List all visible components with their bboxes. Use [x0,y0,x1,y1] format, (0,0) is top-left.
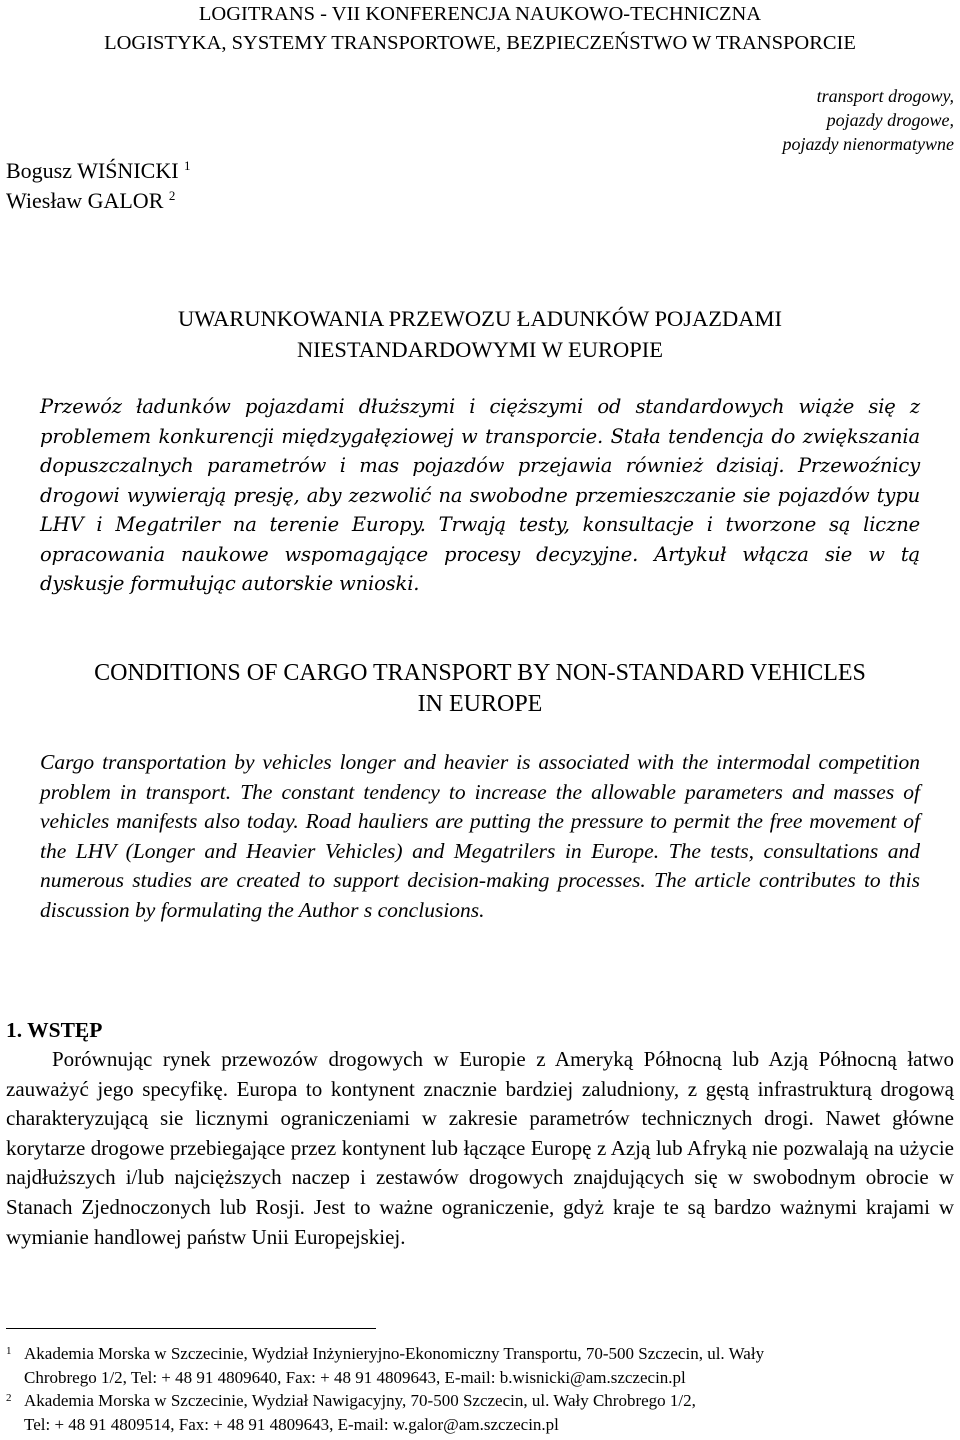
footnotes [6,1342,954,1436]
english-title-line: CONDITIONS OF CARGO TRANSPORT BY NON-STANDARD VEHICLES [94,660,866,686]
footnote-number: 1 [6,1345,12,1357]
conference-name: LOGITRANS - VII KONFERENCJA NAUKOWO-TECHNICZNA [198,3,762,25]
conference-subtitle: LOGISTYKA, SYSTEMY TRANSPORTOWE, BEZPIECZEŃSTWO W TRANSPORCIE [104,32,856,54]
section-heading: 1. WSTĘP [6,1018,103,1042]
conference-header [0,0,960,58]
keywords [783,84,954,156]
footnote-number: 2 [6,1392,12,1404]
author-name: Wiesław GALOR [6,188,164,213]
footnote [6,1342,954,1389]
footnote [6,1389,954,1436]
footnote-line: Akademia Morska w Szczecinie, Wydział Inżynieryjno-Ekonomiczny Transportu, 70-500 Szczecin, ul. Wały [24,1344,765,1363]
footnote-line: Akademia Morska w Szczecinie, Wydział Nawigacyjny, 70-500 Szczecin, ul. Wały Chrobrego 1/2, [24,1391,696,1410]
author-ref: 2 [168,188,176,203]
section-body [6,1045,954,1252]
polish-title-line: UWARUNKOWANIA PRZEWOZU ŁADUNKÓW POJAZDAMI [178,306,782,331]
footnote-divider [6,1328,376,1329]
footnote-line: Tel: + 48 91 4809514, Fax: + 48 91 4809643, E-mail: w.galor@am.szczecin.pl [24,1414,559,1434]
section-paragraph: Porównując rynek przewozów drogowych w Europie z Ameryką Północną lub Azją Północną łatwo zauważyć jego specyfikę. Europa to kontynent znacznie bardziej zaludniony, z gęstą infrastrukturą drogową charakteryzującą sie licznymi ograniczeniami w zakresie parametrów technicznych drogi. Nawet główne korytarze drogowe przebiegające przez kontynent lub łączące Europę z Azją lub Afryką nie pozwalają na użycie najdłuższych i/lub najcięższych naczep i zestawów drogowych znajdujących się w swobodnym obrocie w Stanach Zjednoczonych lub Rosji. Jest to ważne ograniczenie, gdyż kraje te są bardzo ważnymi krajami w wymianie handlowej państw Unii Europejskiej. [6,1047,954,1249]
english-title-line: IN EUROPE [417,691,543,717]
english-abstract [40,748,920,926]
english-abstract-text: Cargo transportation by vehicles longer and heavier is associated with the intermodal competition problem in transport. The constant tendency to increase the allowable parameters and masses of vehicles manifests also today. Road hauliers are putting the pressure to permit the free movement of the LHV (Longer and Heavier Vehicles) and Megatrilers in Europe. The tests, consultations and numerous studies are created to support decision-making processes. The article contributes to this discussion by formulating the Author s conclusions. [40,750,920,922]
polish-abstract-text: Przewóz ładunków pojazdami dłuższymi i cięższymi od standardowych wiąże się z problemem konkurencji międzygałęziowej w transporcie. Stała tendencja do zwiększania dopuszczalnych parametrów i mas pojazdów przejawia również dzisiaj. Przewoźnicy drogowi wywierają presję, aby zezwolić na swobodne przemieszczanie sie pojazdów typu LHV i Megatriler na terenie Europy. Trwają testy, konsultacje i tworzone są liczne opracowania naukowe wspomagające procesy decyzyjne. Artykuł włącza sie w tą dyskusje formułując autorskie wnioski. [40,395,920,595]
authors [6,156,191,216]
keyword: transport drogowy, [816,86,954,106]
author-name: Bogusz WIŚNICKI [6,158,179,183]
author [6,186,191,216]
polish-title-line: NIESTANDARDOWYMI W EUROPIE [296,337,664,362]
keyword: pojazdy drogowe, [826,110,954,130]
author [6,156,191,186]
author-ref: 1 [184,158,191,173]
polish-title [0,303,960,365]
footnote-line: Chrobrego 1/2, Tel: + 48 91 4809640, Fax: + 48 91 4809643, E-mail: b.wisnicki@am.szczecin.pl [24,1367,686,1387]
english-title [0,658,960,720]
keyword: pojazdy nienormatywne [782,134,954,154]
polish-abstract [40,392,920,599]
